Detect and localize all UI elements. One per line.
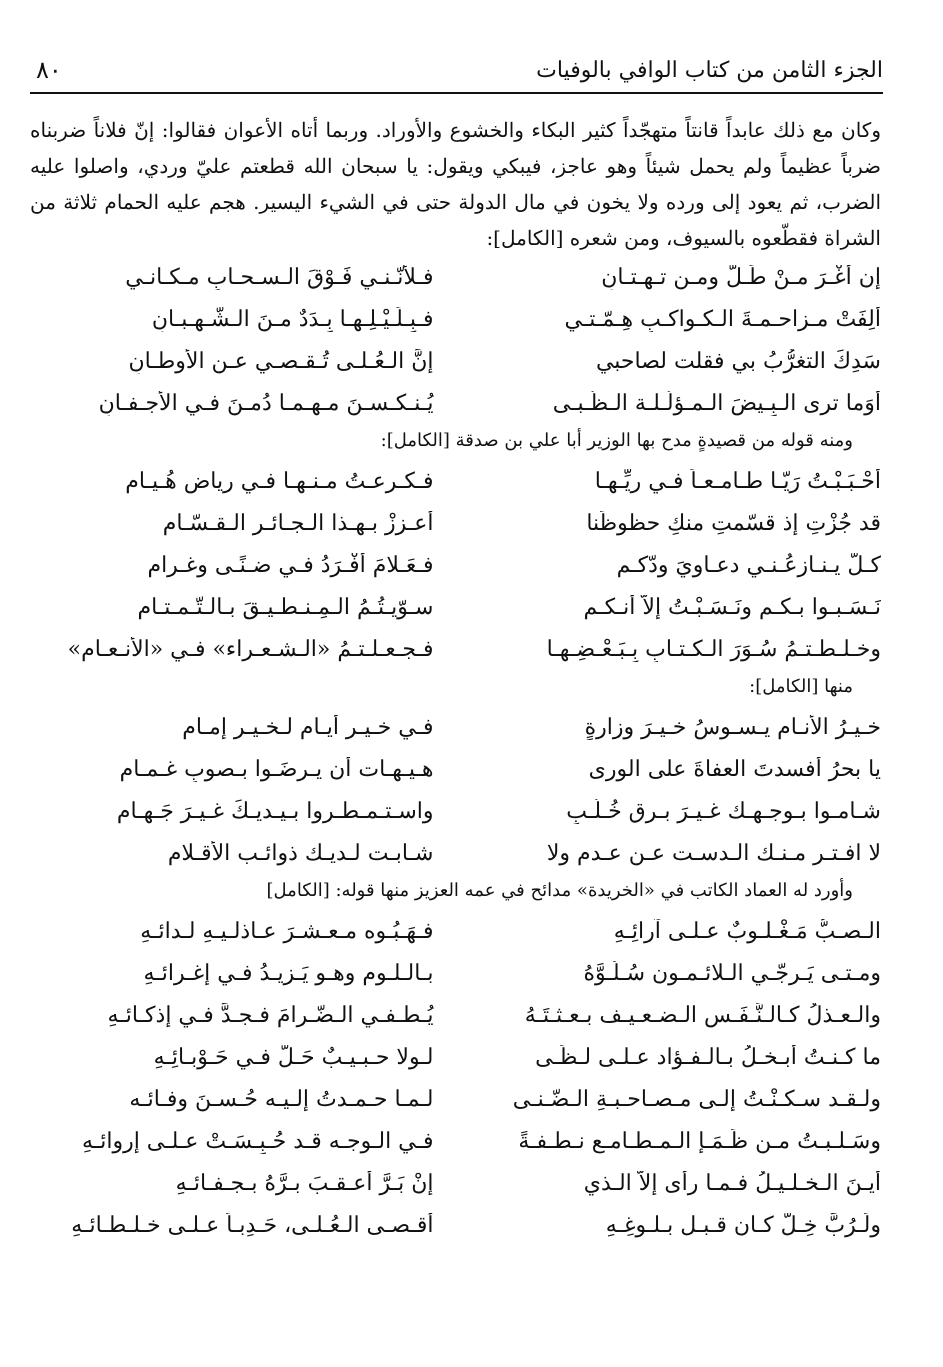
second-hemistich: فـكـرعـتُ مـنـهـا فـي رياضِ هُـيـامِ (125, 468, 434, 494)
first-hemistich: أحْـبَـبْـتُ رَيّـا طـامـعـاً فـي رِيِّـهـا (594, 468, 881, 494)
second-hemistich: لـولا حـبـيـبٌ حَـلَّ فـي حَـوْبـائِـهِ (153, 1044, 434, 1070)
poem-intro: منها [الكامل]: (749, 676, 853, 697)
first-hemistich: أَلِفَتْ مـزاحـمـةَ الـكـواكـبِ هِـمّـتـي (564, 306, 881, 332)
verse-line (30, 994, 881, 1036)
first-hemistich: نَـسَـبـوا بـكـم ونَـسَـبْـتُ إلاّ أنـكـم (583, 594, 881, 620)
second-hemistich: فـلأنّـنـي فَـوْقَ الـسـحـابِ مـكـانـي (125, 264, 434, 290)
second-hemistich: فـهَـبُـوه مـعـشـرَ عـاذلـيـهِ لـدائـهِ (140, 918, 434, 944)
verse-line (30, 1078, 881, 1120)
poem-4 (30, 876, 881, 1246)
poem-intro: ومنه قوله من قصيدةٍ مدح بها الوزير أبا علي بن صدقة [الكامل]: (380, 430, 853, 451)
second-hemistich: فـجـعـلـتـمُ «الـشـعـراء» فـي «الأنـعـامِ» (67, 636, 434, 662)
first-hemistich: سَدِكَ التغرُّبُ بي فقلت لصاحبي (595, 348, 881, 374)
running-title: الجزء الثامن من كتاب الوافي بالوفيات (536, 58, 883, 83)
poem-intro: وأورد له العماد الكاتب في «الخريدة» مدائح في عمه العزيز منها قوله: [الكامل] (266, 880, 853, 901)
first-hemistich: ولَـرُبَّ خِـلّ كـان قـبـل بـلـوغِـهِ (605, 1212, 881, 1238)
first-hemistich: ما كـنـتُ أبـخـلُ بـالـفـؤاد عـلـى لـظًـى (535, 1044, 881, 1070)
second-hemistich: أعـززْ بـهـذا الـجـائـرِ الـقـسّـامِ (162, 510, 434, 536)
second-hemistich: فـبِـلَـيْـلِـهـا بِـدَدٌ مـنَ الـشّـهـبـانِ (151, 306, 434, 332)
poem-3 (30, 672, 881, 874)
verse-line (30, 1204, 881, 1246)
second-hemistich: شـابـت لـديـك ذوائـب الأقـلام (167, 840, 434, 866)
first-hemistich: إن أغْـرَ مـنْ طَـلّ ومـن تـهـتـانِ (601, 264, 881, 290)
first-hemistich: ومـتـى يَـرجّـي الـلائـمـون سُـلُـوَّهُ (583, 960, 881, 986)
verse-line (30, 628, 881, 670)
verse-list (30, 706, 881, 874)
poem-2 (30, 426, 881, 670)
verse-list (30, 256, 881, 424)
first-hemistich: وخـلـطـتـمُ سُـوَرَ الـكـتـابِ بِـبَـعْـضِـهـا (546, 636, 881, 662)
second-hemistich: واسـتـمـطـروا بـيـديـكَ غـيـرَ جَـهـامِ (116, 798, 434, 824)
first-hemistich: وسَـلـبـتُ مـن ظَـمَـإ الـمـطـامـع نـطـفـةً (518, 1128, 881, 1154)
second-hemistich: يُـنـكـسـنَ مـهـمـا دُمـنَ فـي الأجـفـانِ (98, 390, 434, 416)
verse-line (30, 502, 881, 544)
verse-list (30, 910, 881, 1246)
first-hemistich: والـعـذلُ كـالـنَّـفَـس الـضـعـيـف بـعـثـتَـهُ (524, 1002, 881, 1028)
verse-line (30, 1036, 881, 1078)
second-hemistich: فـي خـيـرِ أيـامٍ لـخـيـرِ إمـامِ (182, 714, 434, 740)
first-hemistich: الـصـبُّ مَـغْـلـوبٌ عـلـى آرائِـهِ (613, 918, 881, 944)
verse-line (30, 586, 881, 628)
second-hemistich: بـالـلـوم وهـو يَـزيـدُ فـي إغـرائـهِ (143, 960, 434, 986)
second-hemistich: فـعَـلامَ أُفْـرَدُ فـي ضـنًـى وغـرامِ (147, 552, 434, 578)
second-hemistich: أقـصـى الـعُـلـى، حَـدِبـاً عـلـى خـلـطـائـهِ (71, 1212, 434, 1238)
verse-line (30, 748, 881, 790)
verse-line (30, 706, 881, 748)
verse-line (30, 1162, 881, 1204)
first-hemistich: قد جُزْتِ إذ قسّمتِ منكِ حظوظَنا (586, 510, 881, 536)
verse-line (30, 460, 881, 502)
first-hemistich: أوَما ترى الـبِـيضَ الـمـؤلّـلـة الـظُّـبـى (552, 390, 881, 416)
page-number: ٨٠ (36, 56, 62, 84)
second-hemistich: فـي الـوجـه قـد حُـبِـسَـتْ عـلـى إروائـهِ (81, 1128, 434, 1154)
second-hemistich: يُـطـفـي الـضّـرامَ فـجـدَّ فـي إذكـائـهِ (107, 1002, 434, 1028)
verse-line (30, 298, 881, 340)
page-body (30, 112, 881, 1246)
first-hemistich: كـلٌّ يـنـازِعُـنـي دعـاويَ ودّكـم (616, 552, 881, 578)
prose-paragraph: وكان مع ذلك عابداً قانتاً متهجّداً كثير البكاء والخشوع والأوراد. وربما أتاه الأعوان فقالوا: إنّ فلاناً ضربناه ضرباً عظيماً ولم يحمل شيئاً وهو عاجز، فيبكي ويقول: يا سبحان الله قطعتم عليّ وردي، واصلوا عليه الضرب، ثم يعود إلى ورده ولا يخون في مال الدولة حتى في الشيء اليسير. هجم عليه الحمام ثلاثة من الشراة فقطّعوه بالسيوف، ومن شعره [الكامل]: (30, 118, 881, 250)
verse-line (30, 952, 881, 994)
poem-1 (30, 256, 881, 424)
second-hemistich: هـيـهـات أن يـرضَـوا بـصوبِ غـمـامِ (119, 756, 434, 782)
first-hemistich: أيـنَ الـخـلـيـلُ فـمـا رأى إلاّ الـذي (583, 1170, 881, 1196)
first-hemistich: يا بحرُ أفسدتَ العفاةَ على الورى (588, 756, 881, 782)
second-hemistich: لـمـا حـمـدتُ إلـيـه حُـسـنَ وفـائـه (129, 1086, 434, 1112)
first-hemistich: لا افـتـر مـنـك الـدسـت عـن عـدم ولا (546, 840, 881, 866)
second-hemistich: إنْ بَـرَّ أعـقـبَ بـرَّهُ بـجـفـائـهِ (175, 1170, 434, 1196)
verse-line (30, 256, 881, 298)
second-hemistich: سـوّيـتُـمُ الـمِـنـطـيـقَ بـالـتّـمـتـامِ (137, 594, 434, 620)
verse-line (30, 544, 881, 586)
second-hemistich: إنَّ الـعُـلـى تُـقـصـي عـنِ الأوطـانِ (128, 348, 434, 374)
first-hemistich: خـيـرُ الأنـامِ يـسـوسُ خـيـرَ وزارةٍ (584, 714, 881, 740)
verse-list (30, 460, 881, 670)
verse-line (30, 1120, 881, 1162)
verse-line (30, 910, 881, 952)
verse-line (30, 832, 881, 874)
first-hemistich: ولـقـد سـكـنْـتُ إلـى مـصـاحـبـةِ الـضّـنـى (512, 1086, 881, 1112)
verse-line (30, 382, 881, 424)
verse-line (30, 340, 881, 382)
page-header (30, 52, 883, 94)
first-hemistich: شـامـوا بـوجـهـك غـيـرَ بـرقٍ خُـلَّـبٍ (566, 798, 881, 824)
verse-line (30, 790, 881, 832)
